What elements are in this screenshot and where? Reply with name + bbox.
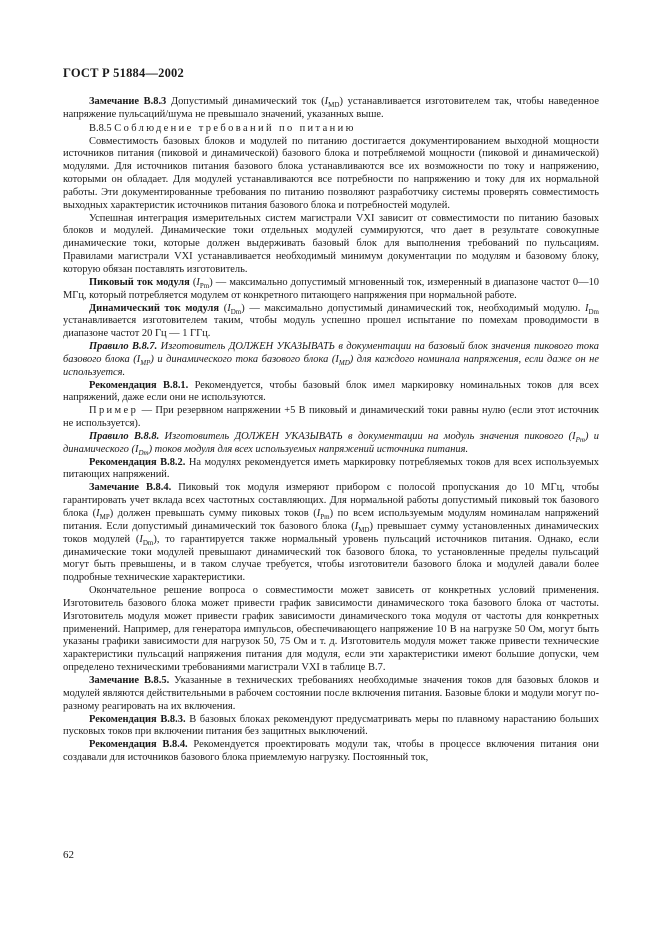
rule-label: Правило В.8.7. <box>89 341 158 353</box>
term-label: Динамический ток модуля <box>89 302 220 314</box>
example-paragraph <box>63 405 599 431</box>
rule-paragraph <box>63 431 599 457</box>
section-number: В.8.5 <box>89 122 112 134</box>
recommendation-paragraph <box>63 457 599 483</box>
section-title: Соблюдение требований по питанию <box>114 122 356 134</box>
paragraph: Успешная интеграция измерительных систем магистрали VXI зависит от совместимости по питанию базовых блоков и модулей. Динамические токи отдельных модулей суммируются, что дает в результате совокупные динамические токи, которые должен выдерживать базовый блок для выполнения требований по пульсациям. Правилами магистрали VXI устанавливается необходимый минимум документации по модулям и базовому блоку, которую обязан поставлять изготовитель. <box>63 212 599 275</box>
paragraph-text: В базовых блоках рекомендуют предусматривать меры по плавному нарастанию больших пусковых токов при включении питания без защитных выключений. <box>63 713 599 738</box>
rule-paragraph <box>63 341 599 380</box>
recommendation-label: Рекомендация В.8.2. <box>89 456 186 468</box>
document-body <box>63 96 599 765</box>
recommendation-paragraph <box>63 380 599 406</box>
definition-paragraph <box>63 303 599 342</box>
page-header: ГОСТ Р 51884—2002 <box>63 66 184 80</box>
rule-label: Правило В.8.8. <box>89 430 160 442</box>
note-label: Замечание В.8.3 <box>89 96 167 107</box>
recommendation-label: Рекомендация В.8.1. <box>89 379 189 391</box>
note-paragraph <box>63 675 599 714</box>
paragraph-text: Пиковый ток модуля измеряют прибором с полосой пропускания до 10 МГц, чтобы гарантировать учет вклада всех частотных составляющих. Для нормальной работы допустимый пиковый ток базового блока $(I_{MP})$ должен превышать сумму пиковых токов $(I_{Pm})$ по всем используемым модулям номиналам напряжений питания. Если допустимый динамический ток базового блока $(I_{MD})$ превышает сумму установленных динамических токов модулей $(I_{Dm})$, то гарантируется также нормальный уровень пульсаций источников питания. Однако, если динамические токи модулей превышают динамический ток базового блока, то установленные пределы пульсаций могут быть превышены, и в таком случае требуется, чтобы изготовители базового блока и модулей давали более подробные технические характеристики. <box>63 482 600 584</box>
recommendation-paragraph <box>63 739 599 765</box>
section-heading <box>63 123 599 136</box>
paragraph <box>63 96 599 122</box>
paragraph-text: Изготовитель ДОЛЖЕН УКАЗЫВАТЬ в документации на модуль значения пикового $(I_{Pm})$ и динамического $(I_{Dm})$ токов модуля для всех используемых напряжений источника питания. <box>63 430 600 457</box>
term-label: Пиковый ток модуля <box>89 276 190 288</box>
paragraph: Окончательное решение вопроса о совместимости может зависеть от конкретных условий применения. Изготовитель базового блока может привести график зависимости динамического тока базового блока от частоты. Изготовитель модуля может привести график зависимости динамического тока модуля от частоты для конкретных применений. Например, для генератора импульсов, обеспечивающего напряжение 10 В на нагрузке 50 Ом, могут быть указаны графики зависимости для нагрузок 50, 75 Ом и т. д. Изготовитель модуля может также привести технические характеристики пульсаций напряжения питания для модуля, если эти характеристики имеют большие допуски, чем определено техническими требованиями магистрали VXI в таблице В.7. <box>63 585 599 674</box>
recommendation-label: Рекомендация В.8.3. <box>89 713 186 725</box>
note-label: Замечание В.8.5. <box>89 674 170 686</box>
example-label: Пример <box>89 405 139 417</box>
paragraph-text: Рекомендуется проектировать модули так, чтобы в процессе включения питания они создавали для источников базового блока приемлемую нагрузку. Постоянный ток, <box>63 739 599 764</box>
paragraph: Совместимость базовых блоков и модулей по питанию достигается документированием выходной мощности источников питания (пиковой и динамической) базового блока и потребляемой мощности (пиковой и динамической) модулями. Для источников питания базового блока устанавливаются все их возможности по току и напряжению, которыми он обладает. Для модулей устанавливаются все потребности по напряжению и току для их нормальной работы. Эти документированные требования по питанию позволяют разработчику системы проверять совместимость выходных характеристик источников питания базового блока и потребностей модулей. <box>63 135 599 211</box>
paragraph-text: — При резервном напряжении +5 В пиковый и динамический токи равны нулю (если этот источник не используется). <box>63 405 599 430</box>
page-number: 62 <box>63 849 74 861</box>
recommendation-paragraph <box>63 714 599 740</box>
note-label: Замечание В.8.4. <box>89 482 172 494</box>
paragraph-text: На модулях рекомендуется иметь маркировку потребляемых токов для всех используемых питающих напряжений. <box>63 456 599 481</box>
note-paragraph <box>63 482 599 585</box>
paragraph-text: Допустимый динамический ток $(I_{MD})$ устанавливается изготовителем так, чтобы наведенное напряжение пульсаций/шума не превышало значений, указанных выше. <box>63 96 599 120</box>
paragraph-text: Указанные в технических требованиях необходимые значения токов для базовых блоков и модулей являются действительными в рабочем состоянии после включения питания. Базовые блоки и модули могут по-разному реагировать на их включения. <box>63 674 600 712</box>
definition-paragraph <box>63 277 599 303</box>
paragraph-text: Рекомендуется, чтобы базовый блок имел маркировку номинальных токов для всех напряжений, даже если они не используются. <box>63 379 599 404</box>
paragraph-text: $(I_{Pm})$ — максимально допустимый мгновенный ток, измеренный в диапазоне частот 0—10 МГц, который потребляется модулем от конкретного питающего напряжения при нормальной работе. <box>63 276 600 301</box>
paragraph-text: $(I_{Dm})$ — максимально допустимый динамический ток, необходимый модулю. $I_{Dm}$ устанавливается изготовителем таким, чтобы модуль успешно прошел испытание по помехам проводимости в диапазоне частот 20 Гц — 1 ГГц. <box>63 302 599 340</box>
paragraph-text: Изготовитель ДОЛЖЕН УКАЗЫВАТЬ в документации на базовый блок значения пикового тока базового блока $(I_{MP})$ и динамического тока базового блока $(I_{MD})$ для каждого номинала напряжения, если даже он не используется. <box>63 341 599 378</box>
recommendation-label: Рекомендация В.8.4. <box>89 739 188 751</box>
